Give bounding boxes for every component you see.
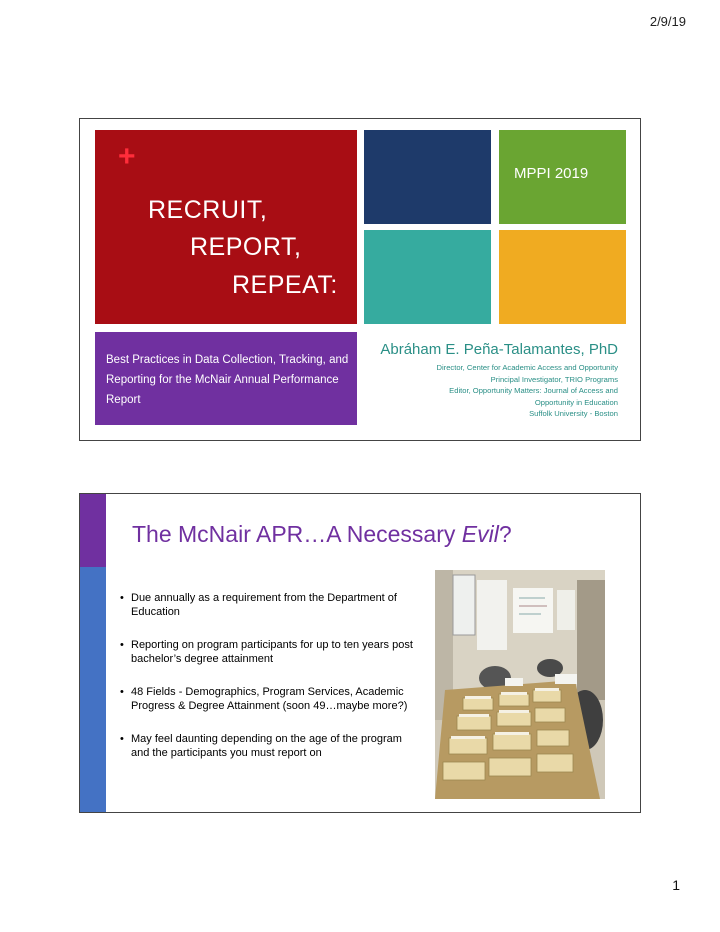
event-label: MPPI 2019 xyxy=(514,165,589,182)
bullet-item: • Reporting on program participants for up to ten years post bachelor’s degree attainment xyxy=(114,638,414,666)
bullet-item: • May feel daunting depending on the age of the program and the participants you must report on xyxy=(114,732,414,760)
content-slide xyxy=(79,493,641,813)
date-header: 2/9/19 xyxy=(649,14,686,29)
slide-title-text: The McNair APR…A Necessary xyxy=(132,521,462,547)
orange-tile xyxy=(499,230,626,324)
navy-tile xyxy=(364,130,491,224)
office-desk-photo xyxy=(435,570,605,799)
author-title-line: Principal Investigator, TRIO Programs xyxy=(490,374,618,384)
bullet-list xyxy=(114,591,414,779)
author-title-line: Editor, Opportunity Matters: Journal of Access and xyxy=(449,386,618,395)
subtitle: Best Practices in Data Collection, Tracking, and Reporting for the McNair Annual Performance Report xyxy=(106,354,349,406)
slide-title-end: ? xyxy=(498,521,512,547)
bullet-item: • 48 Fields - Demographics, Program Services, Academic Progress & Degree Attainment (soon 49…maybe more?) xyxy=(114,685,414,713)
page-number: 1 xyxy=(672,877,680,893)
accent-bar-purple xyxy=(80,494,106,567)
bullet-item: • Due annually as a requirement from the Department of Education xyxy=(114,591,414,619)
author-name: Abráham E. Peña-Talamantes, PhD xyxy=(380,341,618,358)
title-line-repeat: REPEAT: xyxy=(232,271,338,299)
slide-title xyxy=(132,521,512,548)
slide-title-italic: Evil xyxy=(461,521,499,547)
plus-icon: + xyxy=(118,140,136,173)
title-line-recruit: RECRUIT, xyxy=(148,196,268,224)
teal-tile xyxy=(364,230,491,324)
author-title-line: Suffolk University - Boston xyxy=(529,409,618,418)
accent-bar-blue xyxy=(80,567,106,813)
red-title-tile xyxy=(95,130,357,324)
author-title-line: Opportunity in Education xyxy=(534,397,618,407)
title-line-report: REPORT, xyxy=(190,233,302,261)
office-photo-illustration xyxy=(435,570,605,799)
title-slide xyxy=(79,118,641,441)
author-block xyxy=(380,341,618,420)
author-title-line: Director, Center for Academic Access and Opportunity xyxy=(436,363,618,372)
